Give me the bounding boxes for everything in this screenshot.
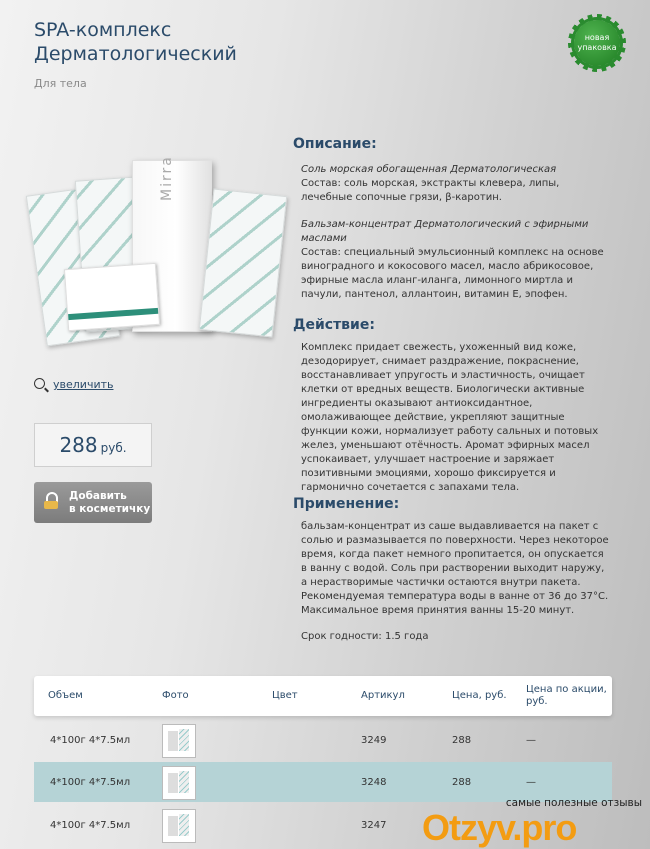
row-sku: 3249	[361, 734, 387, 746]
price-box	[34, 423, 152, 467]
box-logo: Mirra	[159, 155, 175, 201]
title-line-1: SPA-комплекс	[34, 19, 172, 41]
item2-title: Бальзам-концентрат Дерматологический с эфирными маслами	[301, 219, 589, 244]
new-package-badge	[574, 20, 620, 66]
row-photo-thumbnail[interactable]	[162, 766, 196, 800]
usage-heading: Применение:	[293, 496, 400, 512]
item1-title: Соль морская обогащенная Дерматологическая	[301, 164, 557, 175]
row-volume: 4*100г 4*7.5мл	[50, 776, 131, 788]
table-header	[34, 676, 612, 716]
row-photo-thumbnail[interactable]	[162, 809, 196, 843]
add-button-line-1: Добавить	[69, 490, 127, 502]
description-text	[301, 163, 611, 205]
action-heading: Действие:	[293, 317, 375, 333]
row-sku: 3247	[361, 819, 387, 831]
title-line-2: Дерматологический	[34, 43, 237, 65]
row-price: 288	[452, 776, 472, 788]
add-to-cosmetic-bag-button[interactable]	[34, 482, 152, 523]
row-sale-price: —	[526, 776, 536, 788]
sachet-graphic	[199, 189, 287, 338]
row-volume: 4*100г 4*7.5мл	[50, 734, 131, 746]
table-row[interactable]	[34, 720, 612, 760]
watermark-tagline: самые полезные отзывы	[505, 797, 642, 809]
product-title	[34, 18, 237, 66]
row-photo-thumbnail[interactable]	[162, 724, 196, 758]
usage-text: бальзам-концентрат из саше выдавливается на пакет с солью и размазывается по поверхности. Через некоторое время, когда пакет немного пропитается, он опускается в ванну с водой. Соль при растворении выходит наружу, а нерастворимые частички остаются внутри пакета. Рекомендуемая температура воды в ванне от 36 до 37°С. Максимальное время принятия ванны 15-20 минут.	[301, 521, 609, 616]
price-currency: руб.	[100, 441, 127, 455]
col-color: Цвет	[272, 690, 298, 701]
col-sku: Артикул	[361, 690, 405, 701]
col-sale-price: Цена по акции, руб.	[526, 684, 607, 707]
description-text-2	[301, 218, 611, 302]
item2-text: Состав: специальный эмульсионный комплекс на основе виноградного и кокосового масел, масло абрикосовое, эфирные масла иланг-иланга, лимонного миртла и пачули, пантенол, аллантоин, витамин Е, эпофен.	[301, 247, 604, 300]
zoom-control[interactable]	[34, 378, 113, 391]
add-button-line-2: в косметичку	[69, 503, 151, 515]
col-volume: Объем	[48, 690, 83, 701]
watermark-logo: Otzyv.pro	[422, 807, 577, 848]
action-text: Комплекс придает свежесть, ухоженный вид коже, дезодорирует, снимает раздражение, покраснение, восстанавливает упругость и эластичность, очищает клетки от вредных веществ. Биологически активные ингредиенты оказывают антиоксидантное, омолаживающее действие, укрепляют защитные функции кожи, нормализует работу сальных и потовых желез, уменьшают отёчность. Аромат эфирных масел успокаивает, улучшает настроение и заряжает позитивными эмоциями, хорошо фиксируется и гармонично сочетается с запахами тела.	[301, 342, 599, 493]
row-volume: 4*100г 4*7.5мл	[50, 819, 131, 831]
cosmetic-bag-icon	[44, 492, 58, 510]
zoom-icon	[34, 378, 45, 389]
col-price: Цена, руб.	[452, 690, 507, 701]
badge-line-2: упаковка	[577, 43, 617, 52]
product-category: Для тела	[34, 77, 87, 90]
row-sale-price: —	[526, 734, 536, 746]
shelf-life: Срок годности: 1.5 года	[301, 631, 429, 642]
row-sku: 3248	[361, 776, 387, 788]
zoom-link[interactable]: увеличить	[53, 378, 114, 391]
product-image[interactable]	[36, 150, 276, 350]
product-card-graphic	[64, 263, 160, 331]
price-value: 288	[59, 433, 98, 457]
col-photo: Фото	[162, 690, 189, 701]
badge-line-1: новая	[584, 33, 610, 42]
description-heading: Описание:	[293, 136, 377, 152]
row-price: 288	[452, 734, 472, 746]
otzyv-watermark	[412, 793, 650, 849]
item1-text: Состав: соль морская, экстракты клевера, липы, лечебные сопочные грязи, β-каротин.	[301, 178, 560, 203]
